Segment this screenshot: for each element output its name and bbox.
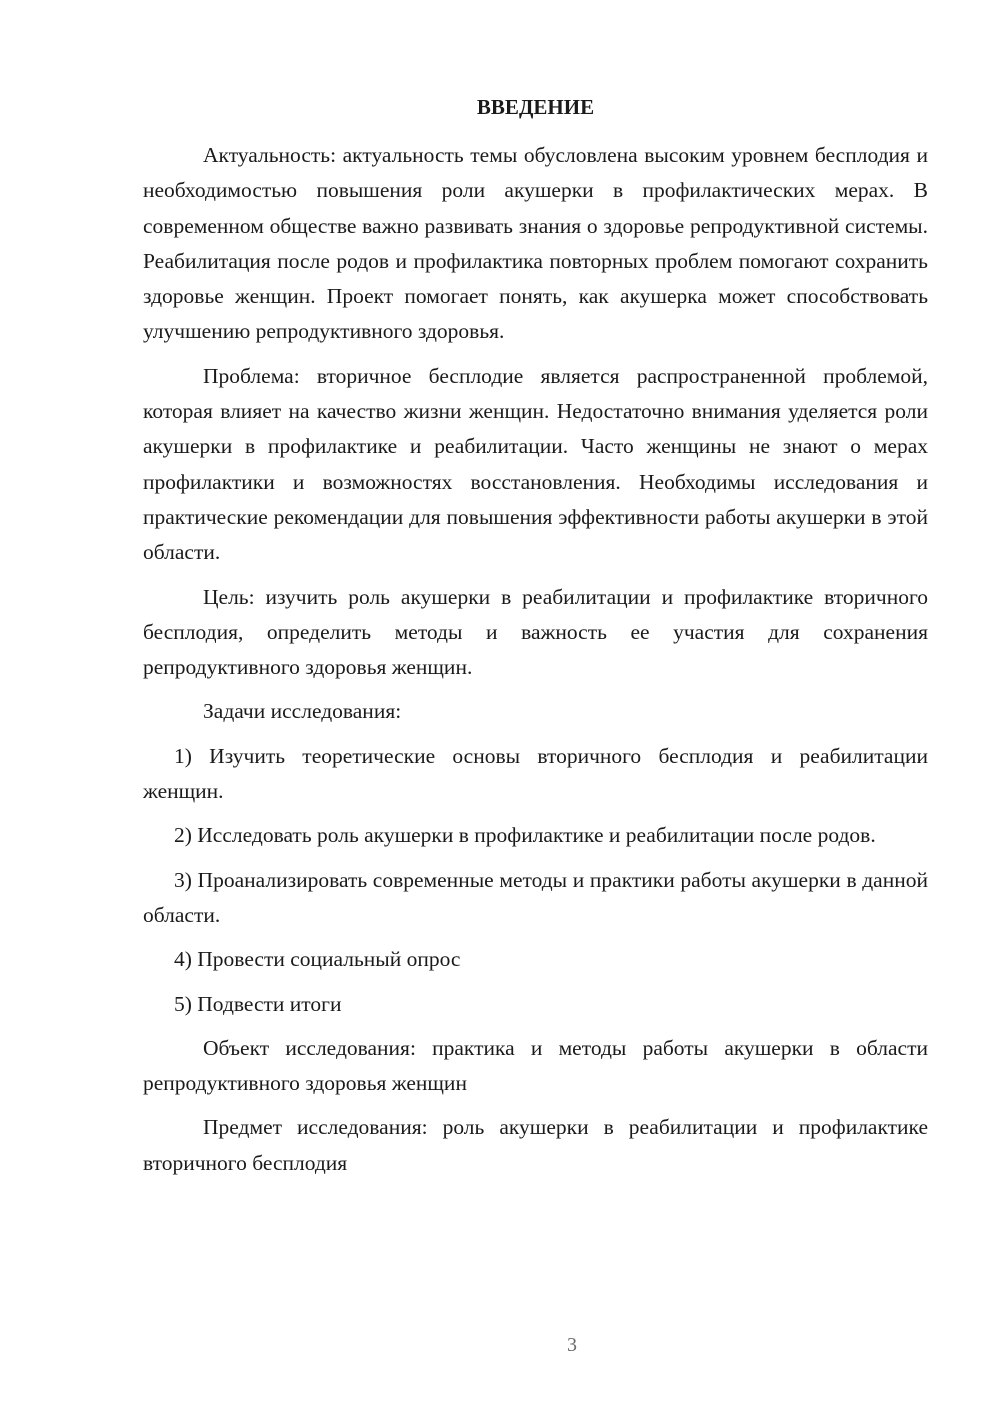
tasks-heading: Задачи исследования:	[203, 699, 402, 724]
object-paragraph: Объект исследования: практика и методы работы акушерки в области репродуктивного здоровья женщин	[143, 1035, 928, 1096]
problem-paragraph: Проблема: вторичное бесплодие является распространенной проблемой, которая влияет на качество жизни женщин. Недостаточно внимания уделяется роли акушерки в профилактике и реабилитации. Часто женщины не знают о мерах профилактики и возможностях восстановления. Необходимы исследования и практические рекомендации для повышения эффективности работы акушерки в этой области.	[143, 363, 928, 565]
task-item: 4) Провести социальный опрос	[174, 947, 461, 972]
goal-paragraph: Цель: изучить роль акушерки в реабилитации и профилактике вторичного бесплодия, определить методы и важность ее участия для сохранения репродуктивного здоровья женщин.	[143, 584, 928, 680]
page-title: ВВЕДЕНИЕ	[476, 95, 595, 119]
page-number: 3	[567, 1334, 577, 1356]
task-item: 3) Проанализировать современные методы и практики работы акушерки в данной области.	[143, 867, 928, 927]
relevance-paragraph: Актуальность: актуальность темы обусловлена высоким уровнем бесплодия и необходимостью повышения роли акушерки в профилактических мерах. В современном обществе важно развивать знания о здоровье репродуктивной системы. Реабилитация после родов и профилактика повторных проблем помогают сохранить здоровье женщин. Проект помогает понять, как акушерка может способствовать улучшению репродуктивного здоровья.	[143, 143, 928, 344]
task-item: 5) Подвести итоги	[174, 991, 342, 1016]
document-page	[143, 92, 928, 1190]
subject-paragraph: Предмет исследования: роль акушерки в реабилитации и профилактике вторичного бесплодия	[143, 1115, 928, 1175]
task-item: 1) Изучить теоретические основы вторичного бесплодия и реабилитации женщин.	[143, 743, 928, 804]
task-item: 2) Исследовать роль акушерки в профилактике и реабилитации после родов.	[174, 823, 876, 848]
